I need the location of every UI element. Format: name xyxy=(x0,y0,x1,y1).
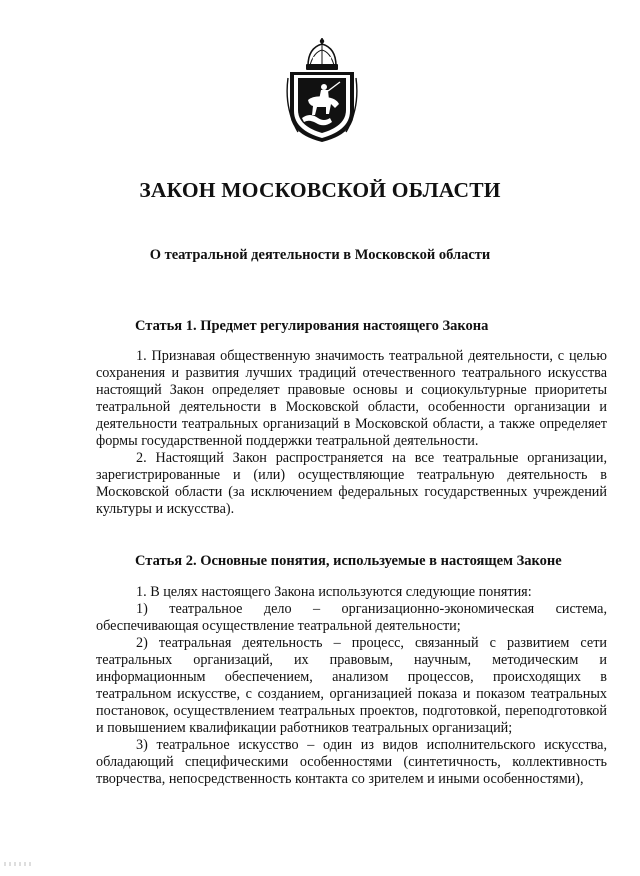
article-2-heading: Статья 2. Основные понятия, используемые в настоящем Законе xyxy=(135,553,562,569)
document-subtitle: О театральной деятельности в Московской области xyxy=(149,247,491,263)
article-2-definition-3: 3) театральное искусство – один из видов исполнительского искусства, обладающий специфическими особенностями (синтетичность, коллективность творчества, непосредственность контакта со зрителем и иными особенностями), xyxy=(96,737,607,787)
coat-of-arms-icon xyxy=(284,38,360,144)
crown-icon xyxy=(306,38,338,70)
article-1-heading: Статья 1. Предмет регулирования настоящего Закона xyxy=(135,318,489,334)
article-2-definition-1: 1) театральное дело – организационно-экономическая система, обеспечивающая осуществление театральной деятельности; xyxy=(96,601,607,634)
article-2-body xyxy=(96,584,607,788)
article-1-body xyxy=(96,348,607,518)
article-2-paragraph-intro: 1. В целях настоящего Закона используются следующие понятия: xyxy=(136,584,532,600)
article-2-definition-2: 2) театральная деятельность – процесс, связанный с развитием сети театральных организаций, их правовым, научным, методическим и информационным обеспечением, анализом процессов, происходящих в театральном искусстве, с созданием, организацией показа и показом театральных постановок, осуществлением театральных проектов, подготовкой, переподготовкой и повышением квалификации работников театральных организаций; xyxy=(96,635,607,736)
document-title: ЗАКОН МОСКОВСКОЙ ОБЛАСТИ xyxy=(139,178,501,202)
article-1-paragraph-1: 1. Признавая общественную значимость театральной деятельности, с целью сохранения и развития лучших традиций отечественного театрального искусства настоящий Закон определяет правовые основы и социокультурные приоритеты театральной деятельности в Московской области, особенности организации и деятельности театральных организаций в Московской области, а также определяет формы государственной поддержки театральной деятельности. xyxy=(96,348,607,449)
article-1-paragraph-2: 2. Настоящий Закон распространяется на все театральные организации, зарегистрированные и (или) осуществляющие театральную деятельность в Московской области (за исключением федеральных государственных учреждений культуры и искусства). xyxy=(96,450,607,517)
scan-artifact xyxy=(4,862,34,866)
